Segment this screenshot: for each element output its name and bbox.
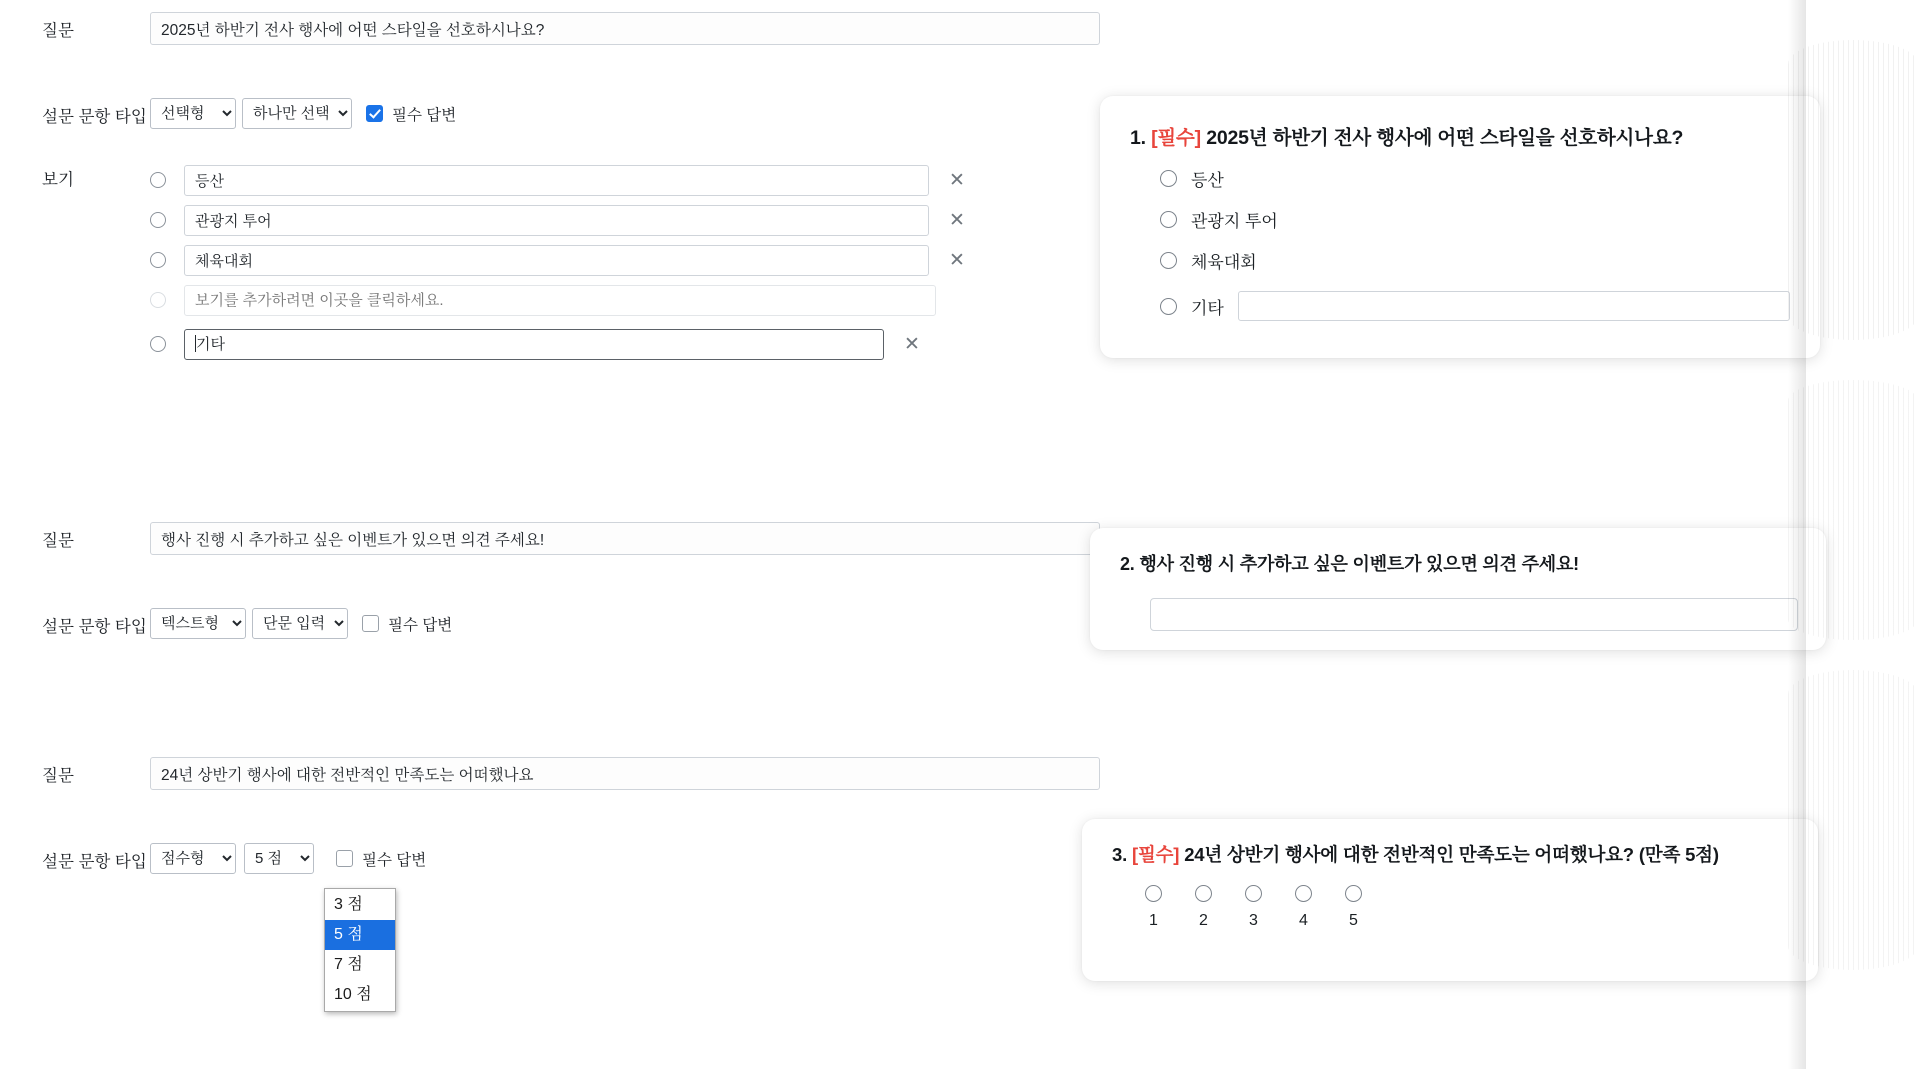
preview-question-text-2: 행사 진행 시 추가하고 싶은 이벤트가 있으면 의견 주세요! bbox=[1139, 554, 1579, 574]
preview-scale-radio-icon[interactable] bbox=[1295, 885, 1312, 902]
question-text-row-1 bbox=[0, 12, 1100, 45]
question-block-2 bbox=[0, 522, 1100, 639]
question-text-row-2 bbox=[0, 522, 1100, 555]
required-checkbox-3[interactable] bbox=[336, 850, 353, 867]
preview-scale-number: 2 bbox=[1199, 912, 1208, 929]
preview-scale-number: 5 bbox=[1349, 912, 1358, 929]
option-input-1-1[interactable] bbox=[184, 165, 929, 196]
question-type-row-2 bbox=[0, 608, 1100, 639]
question-type-label-1: 설문 문항 타입 bbox=[42, 107, 147, 126]
question-input-3[interactable] bbox=[150, 757, 1100, 790]
preview-radio-icon[interactable] bbox=[1160, 170, 1177, 187]
preview-card-2 bbox=[1090, 528, 1826, 650]
preview-option-row[interactable] bbox=[1160, 166, 1790, 191]
preview-number-3: 3. bbox=[1112, 844, 1128, 865]
other-option-row bbox=[104, 324, 1100, 364]
option-row bbox=[104, 240, 1100, 280]
question-type-row-1 bbox=[0, 98, 1100, 129]
option-radio-icon[interactable] bbox=[150, 172, 166, 188]
preview-scale-radio-icon[interactable] bbox=[1145, 885, 1162, 902]
preview-option-row[interactable] bbox=[1160, 207, 1790, 232]
preview-question-text-1: 2025년 하반기 전사 행사에 어떤 스타일을 선호하시나요? bbox=[1206, 127, 1684, 149]
question-type-select-2[interactable] bbox=[150, 608, 246, 639]
option-row bbox=[104, 160, 1100, 200]
preview-scale-item[interactable] bbox=[1192, 885, 1215, 930]
question-subtype-select-2[interactable] bbox=[252, 608, 348, 639]
score-scale-option-3[interactable]: 3 점 bbox=[334, 896, 363, 913]
preview-radio-icon[interactable] bbox=[1160, 252, 1177, 269]
question-input-2[interactable] bbox=[150, 522, 1100, 555]
preview-scale-radio-icon[interactable] bbox=[1245, 885, 1262, 902]
preview-question-text-3: 24년 상반기 행사에 대한 전반적인 만족도는 어떠했나요? (만족 5점) bbox=[1184, 844, 1719, 865]
required-checkbox-wrap-3[interactable] bbox=[336, 848, 426, 870]
question-label-3: 질문 bbox=[42, 766, 74, 785]
preview-scale-radio-icon[interactable] bbox=[1195, 885, 1212, 902]
preview-option-label: 등산 bbox=[1191, 171, 1224, 190]
preview-scale-radio-icon[interactable] bbox=[1345, 885, 1362, 902]
question-input-1[interactable] bbox=[150, 12, 1100, 45]
preview-scale-number: 3 bbox=[1249, 912, 1258, 929]
score-scale-dropdown[interactable] bbox=[324, 888, 396, 1012]
required-checkbox-1[interactable] bbox=[366, 105, 383, 122]
required-checkbox-label-3: 필수 답변 bbox=[362, 851, 427, 869]
preview-other-option-row[interactable] bbox=[1160, 291, 1790, 321]
question-type-row-3 bbox=[0, 843, 1100, 874]
options-label-1: 보기 bbox=[42, 171, 74, 189]
option-remove-icon-1-3[interactable]: ✕ bbox=[949, 248, 965, 271]
preview-scale-item[interactable] bbox=[1292, 885, 1315, 930]
question-block-3 bbox=[0, 757, 1100, 874]
preview-title-1 bbox=[1130, 122, 1790, 150]
add-option-input[interactable] bbox=[184, 285, 936, 316]
option-radio-icon[interactable] bbox=[150, 252, 166, 268]
preview-scale-item[interactable] bbox=[1242, 885, 1265, 930]
question-subtype-select-1[interactable] bbox=[242, 98, 352, 129]
option-radio-placeholder-icon bbox=[150, 292, 166, 308]
option-remove-icon-1-2[interactable]: ✕ bbox=[949, 208, 965, 231]
option-remove-icon-1-1[interactable]: ✕ bbox=[949, 168, 965, 191]
score-scale-option-7[interactable]: 7 점 bbox=[334, 956, 363, 973]
preview-number-2: 2. bbox=[1120, 554, 1135, 574]
score-scale-option-10[interactable]: 10 점 bbox=[334, 986, 372, 1003]
required-checkbox-label-1: 필수 답변 bbox=[392, 106, 457, 124]
option-radio-icon[interactable] bbox=[150, 212, 166, 228]
other-option-radio-icon[interactable] bbox=[150, 336, 166, 352]
required-checkbox-2[interactable] bbox=[362, 615, 379, 632]
question-type-label-3: 설문 문항 타입 bbox=[42, 852, 147, 871]
preview-card-3 bbox=[1082, 819, 1818, 981]
question-type-select-3[interactable] bbox=[150, 843, 236, 874]
preview-radio-icon[interactable] bbox=[1160, 298, 1177, 315]
question-type-select-1[interactable] bbox=[150, 98, 236, 129]
preview-radio-icon[interactable] bbox=[1160, 211, 1177, 228]
preview-required-tag-3: [필수] bbox=[1131, 844, 1180, 865]
option-row bbox=[104, 200, 1100, 240]
required-checkbox-wrap-1[interactable] bbox=[366, 103, 456, 125]
preview-required-tag-1: [필수] bbox=[1151, 127, 1201, 149]
preview-scale-number: 1 bbox=[1149, 912, 1158, 929]
preview-scale-number: 4 bbox=[1299, 912, 1308, 929]
option-input-1-3[interactable] bbox=[184, 245, 929, 276]
other-option-text: 기타 bbox=[196, 335, 225, 353]
question-text-row-3 bbox=[0, 757, 1100, 790]
required-checkbox-label-2: 필수 답변 bbox=[388, 616, 453, 634]
add-option-row[interactable] bbox=[104, 280, 1100, 320]
preview-number-1: 1. bbox=[1130, 127, 1146, 149]
preview-card-1 bbox=[1100, 96, 1820, 358]
preview-scale-row bbox=[1112, 885, 1792, 930]
preview-option-label: 기타 bbox=[1191, 298, 1224, 318]
question-label-1: 질문 bbox=[42, 21, 74, 40]
question-type-label-2: 설문 문항 타입 bbox=[42, 617, 147, 636]
other-option-remove-icon[interactable]: ✕ bbox=[904, 332, 920, 355]
score-scale-option-5[interactable]: 5 점 bbox=[325, 920, 395, 950]
preview-option-label: 관광지 투어 bbox=[1191, 212, 1278, 231]
preview-title-3 bbox=[1112, 841, 1792, 867]
preview-short-answer-input[interactable] bbox=[1150, 598, 1798, 631]
preview-scale-item[interactable] bbox=[1342, 885, 1365, 930]
option-input-1-2[interactable] bbox=[184, 205, 929, 236]
question-block-1 bbox=[0, 12, 1100, 364]
required-checkbox-wrap-2[interactable] bbox=[362, 613, 452, 635]
preview-title-2 bbox=[1120, 550, 1798, 576]
preview-option-row[interactable] bbox=[1160, 248, 1790, 273]
options-area-1 bbox=[0, 160, 1100, 364]
question-label-2: 질문 bbox=[42, 531, 74, 550]
preview-scale-item[interactable] bbox=[1142, 885, 1165, 930]
preview-other-input[interactable] bbox=[1238, 291, 1790, 321]
other-option-input[interactable] bbox=[184, 329, 884, 360]
preview-option-label: 체육대회 bbox=[1191, 253, 1257, 272]
score-scale-select[interactable] bbox=[244, 843, 314, 874]
